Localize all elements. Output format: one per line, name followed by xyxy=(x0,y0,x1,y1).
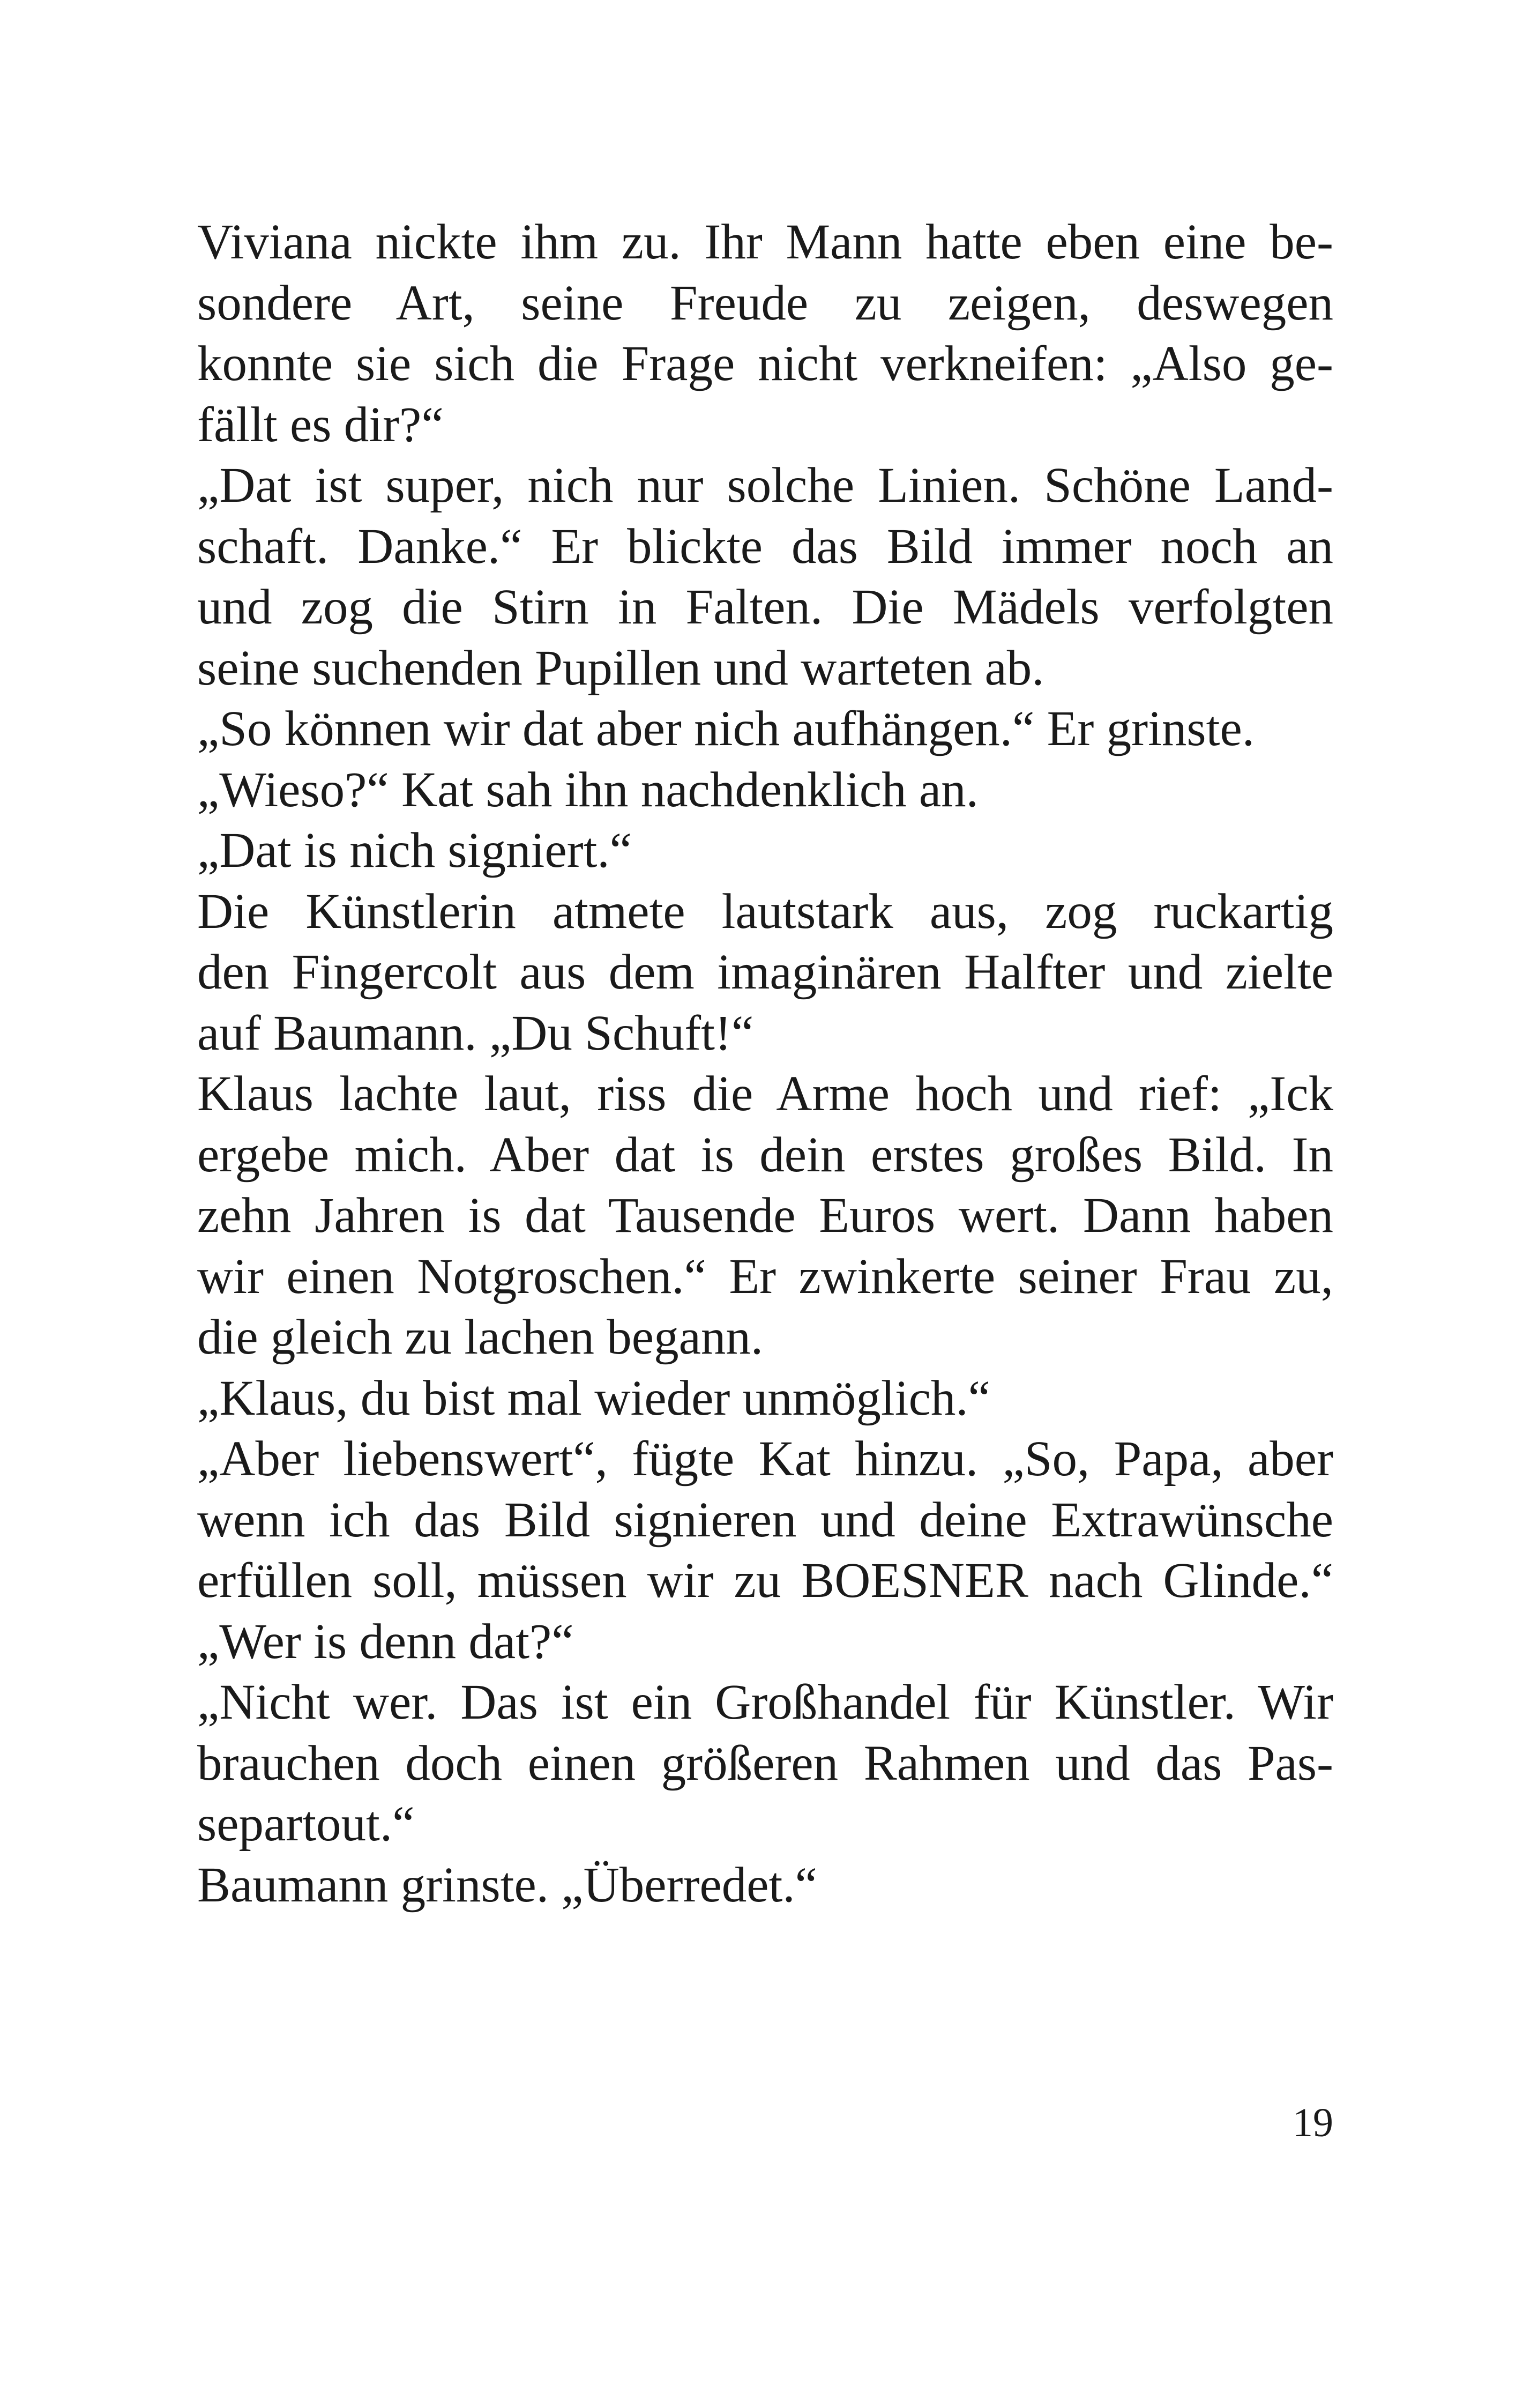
page-number: 19 xyxy=(1293,2100,1333,2145)
text-line: fällt es dir?“ xyxy=(197,397,444,452)
text-line: Viviana nickte ihm zu. Ihr Mann hatte eben eine be- xyxy=(197,214,1333,270)
text-line: ergebe mich. Aber dat is dein erstes großes Bild. In xyxy=(197,1127,1333,1183)
text-line: auf Baumann. „Du Schuft!“ xyxy=(197,1005,754,1061)
text-line: Die Künstlerin atmete lautstark aus, zog ruckartig xyxy=(197,883,1333,939)
text-line: seine suchenden Pupillen und warteten ab. xyxy=(197,640,1044,696)
text-line: „Dat is nich signiert.“ xyxy=(197,823,632,878)
text-line: separtout.“ xyxy=(197,1796,415,1852)
text-line: die gleich zu lachen begann. xyxy=(197,1310,764,1365)
text-line: Klaus lachte laut, riss die Arme hoch und rief: „Ick xyxy=(197,1066,1333,1121)
text-line: „Wieso?“ Kat sah ihn nachdenklich an. xyxy=(197,762,979,817)
text-line: Baumann grinste. „Überredet.“ xyxy=(197,1857,817,1913)
text-line: „Wer is denn dat?“ xyxy=(197,1614,574,1669)
text-line: den Fingercolt aus dem imaginären Halfter und zielte xyxy=(197,945,1333,1000)
text-line: zehn Jahren is dat Tausende Euros wert. Dann haben xyxy=(197,1188,1333,1243)
text-line: „Dat ist super, nich nur solche Linien. Schöne Land- xyxy=(197,458,1333,513)
text-line: wenn ich das Bild signieren und deine Extrawünsche xyxy=(197,1492,1333,1548)
body-text xyxy=(197,212,1333,1915)
text-line: wir einen Notgroschen.“ Er zwinkerte seiner Frau zu, xyxy=(197,1248,1333,1304)
text-line: „Aber liebenswert“, fügte Kat hinzu. „So, Papa, aber xyxy=(197,1431,1333,1487)
text-line: „Klaus, du bist mal wieder unmöglich.“ xyxy=(197,1370,990,1426)
text-line: erfüllen soll, müssen wir zu BOESNER nach Glinde.“ xyxy=(197,1553,1333,1608)
text-line: „Nicht wer. Das ist ein Großhandel für Künstler. Wir xyxy=(197,1675,1333,1730)
text-line: schaft. Danke.“ Er blickte das Bild immer noch an xyxy=(197,518,1333,574)
text-line: und zog die Stirn in Falten. Die Mädels verfolgten xyxy=(197,579,1333,635)
text-line: „So können wir dat aber nich aufhängen.“ Er grinste. xyxy=(197,701,1255,756)
text-line: sondere Art, seine Freude zu zeigen, deswegen xyxy=(197,275,1333,331)
text-line: brauchen doch einen größeren Rahmen und das Pas- xyxy=(197,1735,1333,1791)
text-line: konnte sie sich die Frage nicht verkneifen: „Also ge- xyxy=(197,336,1333,391)
